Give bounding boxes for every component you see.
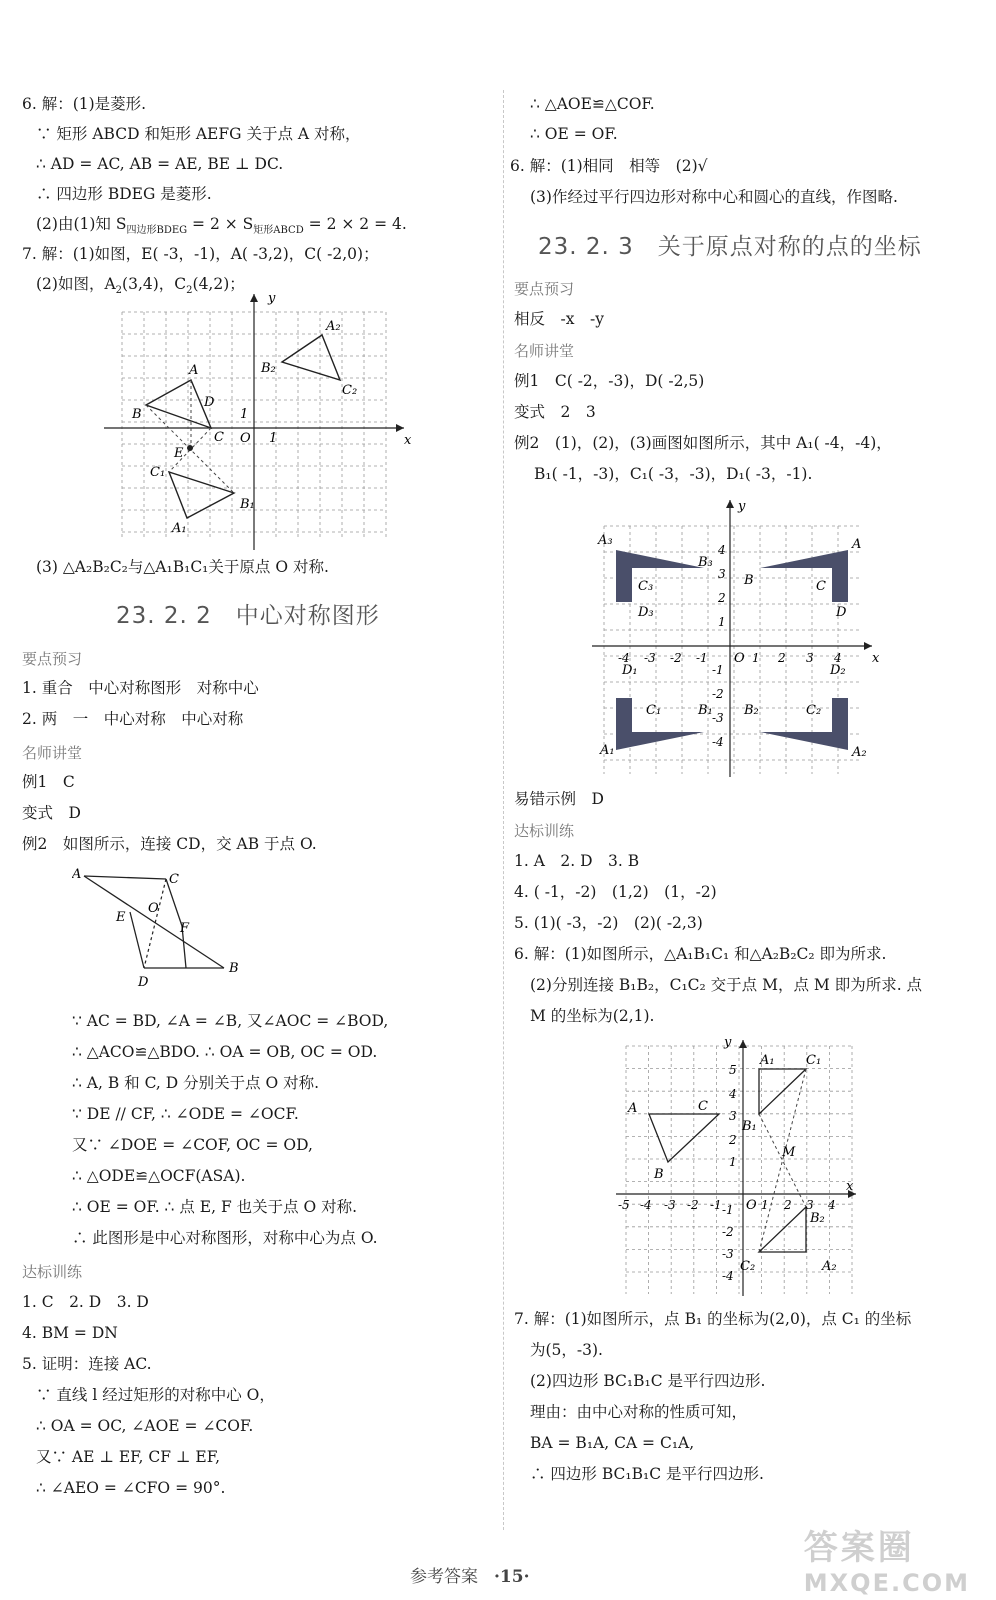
tick-x-neg3: -3	[644, 651, 656, 665]
label-A3: A₃	[598, 533, 613, 548]
figure-parallelogram-2	[72, 864, 272, 990]
dabiao-line5: ∴ OA = OC, ∠AOE = ∠COF.	[36, 1417, 254, 1435]
label-A1: A₁	[760, 1053, 775, 1068]
y-axis-arrow	[739, 1040, 747, 1048]
heading-yaodian-2: 要点预习	[514, 280, 575, 298]
label-C2: C₂	[342, 383, 358, 398]
mingshi2-line4: B₁( -1，-3)，C₁( -3，-3)，D₁( -3，-1).	[534, 465, 813, 483]
tick-y-neg2: -2	[712, 687, 724, 701]
tick-x-neg2: -2	[687, 1198, 699, 1212]
q6-line5-a: (2)由(1)知 S	[36, 215, 127, 233]
label-B: B	[654, 1167, 664, 1182]
tick-x-neg5: -5	[618, 1198, 630, 1212]
label-B: B	[744, 573, 754, 588]
proof-line6: ∴ △ODE≌△OCF(ASA).	[72, 1167, 246, 1185]
shape-3-upper-left	[616, 550, 704, 602]
yaodian2-line1: 相反 -x -y	[514, 310, 604, 328]
q6-line5-sub1: 四边形BDEG	[126, 225, 188, 237]
yaodian-line1: 1. 重合 中心对称图形 对称中心	[22, 679, 259, 697]
tick-y-1: 1	[718, 615, 726, 629]
label-C1: C₁	[150, 465, 166, 480]
dabiao-line3: 5. 证明：连接 AC.	[22, 1355, 152, 1373]
label-A2: A₂	[326, 319, 341, 334]
label-D1: D₁	[622, 663, 638, 678]
label-B: B	[132, 407, 142, 422]
label-y: y	[738, 499, 746, 514]
dabiao2-line2: 4. ( -1，-2) (1,2) (1，-2)	[514, 883, 717, 901]
figure-coordinate-grid-3	[592, 492, 892, 782]
watermark	[804, 1520, 970, 1597]
q7-line3: (3) △A₂B₂C₂与△A₁B₁C₁关于原点 O 对称.	[36, 558, 329, 576]
tick-y-4: 4	[729, 1087, 737, 1101]
tick-y-1: 1	[729, 1155, 737, 1169]
point-E	[187, 445, 193, 451]
y-axis-arrow	[726, 500, 734, 508]
label-D: D	[138, 975, 149, 990]
tick-x-2: 2	[784, 1198, 792, 1212]
section-title-23-2-3: 23. 2. 3 关于原点对称的点的坐标	[538, 234, 922, 260]
q7r-line1: 7. 解：(1)如图所示，点 B₁ 的坐标为(2,0)，点 C₁ 的坐标	[514, 1310, 912, 1328]
label-E: E	[116, 910, 126, 925]
label-C: C	[698, 1099, 708, 1114]
label-C2: C₂	[806, 703, 822, 718]
dabiao2-line6: M 的坐标为(2,1).	[530, 1007, 655, 1025]
dabiao-line4: ∵ 直线 l 经过矩形的对称中心 O，	[36, 1386, 275, 1404]
q7-line2-sub-a: 2	[115, 285, 123, 297]
tick-y-neg3: -3	[722, 1247, 734, 1261]
tick-y-2: 2	[718, 591, 726, 605]
tick-x-3: 3	[806, 651, 814, 665]
q6-line2: ∵ 矩形 ABCD 和矩形 AEFG 关于点 A 对称，	[36, 125, 361, 143]
heading-mingshi-1: 名师讲堂	[22, 744, 83, 762]
label-A: A	[72, 867, 82, 882]
mingshi-line2: 变式 D	[22, 804, 81, 822]
triangle-A2B2C2	[282, 335, 340, 380]
label-B2: B₂	[810, 1211, 825, 1226]
tick-y-neg1: -1	[722, 1203, 734, 1217]
section-title-23-2-2: 23. 2. 2 中心对称图形	[116, 603, 380, 629]
tick-x-4: 4	[834, 651, 842, 665]
mingshi-line1: 例1 C	[22, 773, 75, 791]
triangle-ABC	[649, 1114, 719, 1162]
tick-x-neg4: -4	[618, 651, 630, 665]
proof-line4: ∵ DE // CF, ∴ ∠ODE = ∠OCF.	[72, 1105, 299, 1123]
label-D2: D₂	[830, 663, 846, 678]
right-top-line3: 6. 解：(1)相同 相等 (2)√	[510, 157, 708, 175]
tick-y-4: 4	[718, 543, 726, 557]
yaodian-line2: 2. 两 一 中心对称 中心对称	[22, 710, 244, 728]
heading-dabiao-2: 达标训练	[514, 822, 575, 840]
label-A: A	[628, 1101, 638, 1116]
q7r-line6: ∴ 四边形 BC₁B₁C 是平行四边形.	[530, 1465, 764, 1483]
q6-line3: ∴ AD = AC, AB = AE, BE ⊥ DC.	[36, 155, 284, 173]
proof-line3: ∴ A, B 和 C, D 分别关于点 O 对称.	[72, 1074, 320, 1092]
label-A2: A₂	[852, 745, 867, 760]
triangle-A2B2C2	[759, 1207, 806, 1252]
dabiao2-line1: 1. A 2. D 3. B	[514, 852, 640, 870]
dabiao-line2: 4. BM = DN	[22, 1324, 118, 1342]
y-axis-arrow	[250, 294, 258, 302]
q7r-line4: 理由：由中心对称的性质可知，	[530, 1403, 748, 1421]
tick-y-neg4: -4	[712, 735, 724, 749]
label-C: C	[169, 872, 179, 887]
q6-line5-c: = 2 × 2 = 4.	[303, 215, 407, 233]
label-C1: C₁	[806, 1053, 822, 1068]
q6-line5	[36, 213, 407, 242]
tick-x-2: 2	[778, 651, 786, 665]
tick-x-neg4: -4	[640, 1198, 652, 1212]
proof-line7: ∴ OE = OF. ∴ 点 E, F 也关于点 O 对称.	[72, 1198, 358, 1216]
proof-line2: ∴ △ACO≌△BDO. ∴ OA = OB, OC = OD.	[72, 1043, 378, 1061]
mingshi2-line3: 例2 (1)，(2)，(3)画图如图所示，其中 A₁( -4，-4)，	[514, 434, 892, 452]
label-B1: B₁	[240, 497, 255, 512]
label-B2: B₂	[261, 361, 276, 376]
heading-dabiao-1: 达标训练	[22, 1263, 83, 1281]
label-B3: B₃	[698, 555, 713, 570]
label-C: C	[214, 430, 224, 445]
heading-mingshi-2: 名师讲堂	[514, 342, 575, 360]
proof-line1: ∵ AC = BD, ∠A = ∠B, 又∠AOC = ∠BOD,	[72, 1012, 389, 1030]
q6-line4: ∴ 四边形 BDEG 是菱形.	[36, 185, 212, 203]
label-D3: D₃	[638, 605, 654, 620]
right-top-line1: ∴ △AOE≌△COF.	[530, 95, 655, 113]
label-A: A	[189, 363, 199, 378]
proof-line5: 又∵ ∠DOE = ∠COF, OC = OD,	[72, 1136, 313, 1154]
line-AC	[84, 876, 166, 879]
line-CD-dashed	[144, 879, 166, 968]
tick-y-neg2: -2	[722, 1225, 734, 1239]
label-one-x: 1	[269, 431, 278, 446]
label-A1: A₁	[600, 743, 615, 758]
tick-x-neg1: -1	[710, 1198, 722, 1212]
label-M: M	[782, 1145, 796, 1160]
q7-line1: 7. 解：(1)如图，E( -3，-1)，A( -3,2)，C( -2,0)；	[22, 245, 379, 263]
q7r-line5: BA = B₁A, CA = C₁A,	[530, 1434, 695, 1452]
tick-x-3: 3	[806, 1198, 814, 1212]
dabiao-line1: 1. C 2. D 3. D	[22, 1293, 149, 1311]
label-B2: B₂	[744, 703, 759, 718]
q6-line1: 6. 解：(1)是菱形.	[22, 95, 147, 113]
page-number: ·15·	[494, 1567, 530, 1587]
tick-y-2: 2	[729, 1133, 737, 1147]
triangle-ABC	[146, 380, 211, 428]
q7-line2-sub-c: 2	[186, 285, 193, 297]
tick-y-3: 3	[729, 1109, 737, 1123]
label-origin: O	[734, 651, 745, 666]
mingshi2-line1: 例1 C( -2，-3)，D( -2,5)	[514, 372, 705, 390]
tick-y-neg4: -4	[722, 1269, 734, 1283]
watermark-small: MXQE.COM	[803, 1569, 970, 1597]
column-divider	[503, 90, 504, 1530]
q7r-line3: (2)四边形 BC₁B₁C 是平行四边形.	[530, 1372, 766, 1390]
x-axis-arrow	[864, 642, 872, 650]
label-origin: O	[746, 1198, 757, 1213]
figure-coordinate-grid-1	[104, 290, 424, 560]
label-B1: B₁	[742, 1119, 757, 1134]
label-origin: O	[240, 431, 251, 446]
shape-upper-right	[760, 550, 848, 602]
tick-x-1: 1	[761, 1198, 769, 1212]
proof-line8: ∴ 此图形是中心对称图形，对称中心为点 O.	[72, 1229, 378, 1247]
dashed-line-B1B2	[759, 1114, 806, 1207]
label-E: E	[174, 446, 184, 461]
figure-coordinate-grid-4	[616, 1034, 866, 1302]
yicuo-line: 易错示例 D	[514, 790, 604, 808]
q7-line2-b: (3,4)，C	[122, 275, 187, 293]
q6-line5-b: = 2 × S	[187, 215, 254, 233]
label-A2: A₂	[822, 1259, 837, 1274]
label-O: O	[148, 901, 159, 916]
label-x: x	[872, 651, 880, 666]
tick-y-3: 3	[718, 567, 726, 581]
label-C1: C₁	[646, 703, 662, 718]
q7r-line2: 为(5，-3).	[530, 1341, 603, 1359]
dabiao2-line5: (2)分别连接 B₁B₂，C₁C₂ 交于点 M，点 M 即为所求. 点	[530, 976, 923, 994]
label-x: x	[404, 433, 412, 448]
mingshi-line3: 例2 如图所示，连接 CD，交 AB 于点 O.	[22, 835, 317, 853]
page-footer	[410, 1562, 530, 1587]
dabiao-line6: 又∵ AE ⊥ EF, CF ⊥ EF,	[36, 1448, 221, 1466]
tick-x-neg3: -3	[664, 1198, 676, 1212]
label-A: A	[852, 537, 862, 552]
label-C: C	[816, 579, 826, 594]
mingshi2-line2: 变式 2 3	[514, 403, 596, 421]
tick-y-5: 5	[729, 1063, 737, 1077]
label-D: D	[204, 395, 215, 410]
x-axis-arrow	[396, 424, 404, 432]
triangle-A1B1C1	[169, 472, 234, 518]
tick-x-neg2: -2	[670, 651, 682, 665]
label-y: y	[268, 291, 276, 306]
footer-label: 参考答案	[410, 1567, 478, 1587]
label-A1: A₁	[172, 521, 187, 536]
label-C3: C₃	[638, 579, 654, 594]
line-DE	[130, 912, 144, 968]
q6-line5-sub2: 矩形ABCD	[253, 225, 304, 237]
label-x: x	[846, 1179, 854, 1194]
heading-yaodian-1: 要点预习	[22, 650, 83, 668]
label-y: y	[724, 1035, 732, 1050]
label-C2: C₂	[740, 1259, 756, 1274]
label-B1: B₁	[698, 703, 713, 718]
dabiao-line7: ∴ ∠AEO = ∠CFO = 90°.	[36, 1479, 226, 1497]
line-AB	[84, 876, 224, 968]
tick-x-neg1: -1	[696, 651, 708, 665]
shape-2-lower-right	[760, 698, 848, 750]
tick-y-neg3: -3	[712, 711, 724, 725]
q7-line2-a: (2)如图，A	[36, 275, 116, 293]
watermark-big: 答案圈	[803, 1528, 915, 1568]
dabiao2-line3: 5. (1)( -3，-2) (2)( -2,3)	[514, 914, 703, 932]
label-one-y: 1	[240, 407, 249, 422]
right-top-line2: ∴ OE = OF.	[530, 125, 618, 143]
dabiao2-line4: 6. 解：(1)如图所示，△A₁B₁C₁ 和△A₂B₂C₂ 即为所求.	[514, 945, 887, 963]
tick-x-1: 1	[752, 651, 760, 665]
dashed-line-C1C2	[759, 1069, 806, 1252]
tick-y-neg1: -1	[712, 663, 724, 677]
label-B: B	[229, 961, 239, 976]
label-D: D	[836, 605, 847, 620]
q7-line2-c: (4,2)；	[192, 275, 245, 293]
tick-x-4: 4	[828, 1198, 836, 1212]
label-F: F	[180, 921, 190, 936]
right-top-line4: (3)作经过平行四边形对称中心和圆心的直线，作图略.	[530, 188, 898, 206]
